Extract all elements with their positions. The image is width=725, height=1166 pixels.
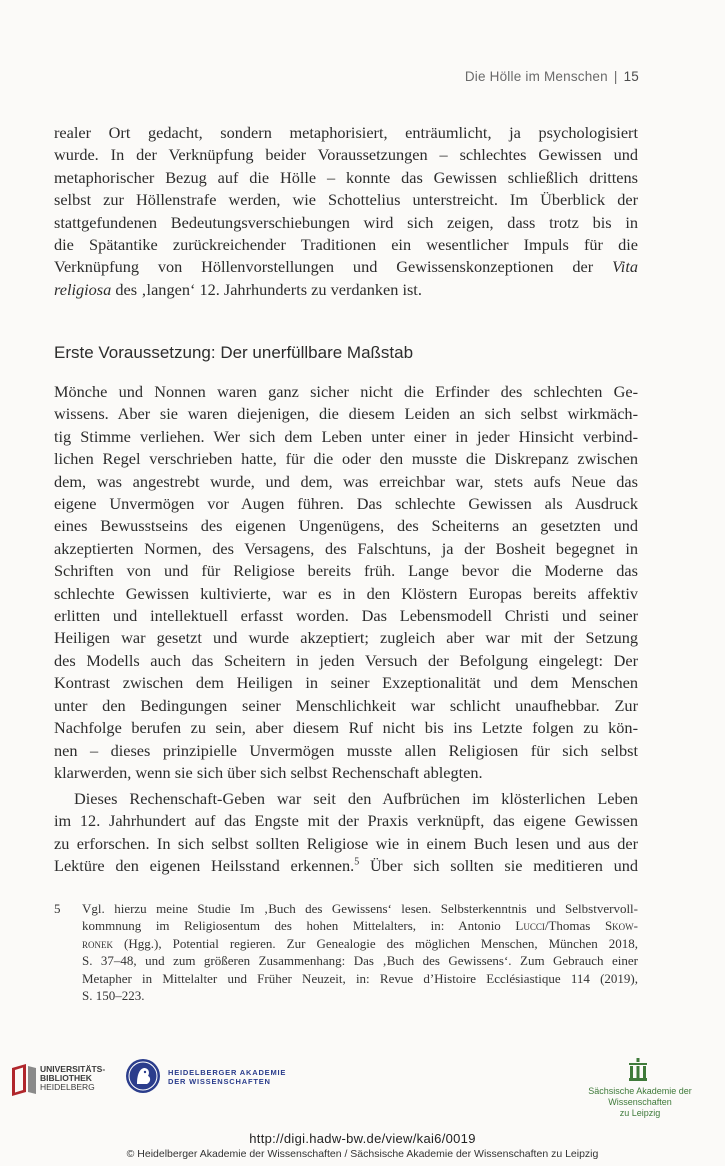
text-line: dem, was angestrebt wurde, und dem, was erreichbar war, stets aufs Neue das bbox=[54, 471, 638, 491]
saxon-academy-line: zu Leipzig bbox=[619, 1108, 661, 1118]
text-line: tig Stimme verliehen. Wer sich dem Leben unter einer in jeder Hinsicht verbind- bbox=[54, 426, 638, 446]
text-line: schlechte Gewissen kultivierte, war es in den Klöstern Europas bereits affektiv bbox=[54, 583, 638, 603]
heidelberg-academy-seal-icon[interactable] bbox=[125, 1058, 161, 1094]
footnote-reference[interactable]: 5 bbox=[354, 856, 360, 868]
text-fragment: des ‚langen‘ 12. Jahrhunderts zu verdanken ist. bbox=[111, 279, 422, 299]
text-line-with-italic bbox=[54, 256, 638, 278]
university-library-logo-icon[interactable] bbox=[8, 1062, 40, 1096]
permalink-url[interactable]: http://digi.hadw-bw.de/view/kai6/0019 bbox=[249, 1131, 476, 1146]
academy-name-line: DER WISSENSCHAFTEN bbox=[168, 1077, 271, 1086]
text-line: wissens. Aber sie waren diejenigen, die diesem Leiden an sich selbst wirkmäch- bbox=[54, 404, 638, 424]
text-fragment: Über sich sollten sie meditieren und bbox=[359, 856, 639, 876]
text-line: eines Bewusstseins des eigenen Ungenügens, des Scheiterns an gesetzten und bbox=[54, 516, 638, 536]
section-heading: Erste Voraussetzung: Der unerfüllbare Maßstab bbox=[54, 343, 414, 362]
text-line: erlitten und intellektuell erfasst worden. Das Lebensmodell Christi und seiner bbox=[54, 606, 638, 626]
running-head bbox=[465, 69, 639, 84]
author-name: Skow- bbox=[604, 918, 639, 934]
text-line: des Modells auch das Scheitern in jeden Versuch der Befolgung eingelegt: Der bbox=[54, 650, 638, 670]
italic-term: religiosa bbox=[54, 279, 112, 299]
text-line: akzeptierten Normen, des Versagens, des Falschtuns, ja der Bosheit begegnet in bbox=[54, 538, 638, 558]
text-fragment: Verknüpfung von Höllenvorstellungen und Gewissenskonzeptionen der bbox=[54, 257, 594, 277]
text-line: unter den Bedingungen seiner Menschlichkeit war schlicht unaufhebbar. Zur bbox=[54, 695, 638, 715]
footnote-line: Vgl. hierzu meine Studie Im ‚Buch des Gewissens‘ lesen. Selbsterkenntnis und Selbstvervoll- bbox=[82, 901, 638, 916]
text-line-with-footnote-ref bbox=[54, 855, 638, 877]
text-line: selbst zur Höllenstrafe werden, wie Schottelius unterstreicht. Im Überblick der bbox=[54, 190, 638, 210]
running-head-separator: | bbox=[613, 69, 618, 84]
page-number: 15 bbox=[623, 69, 639, 84]
text-line: Dieses Rechenschaft-Geben war seit den Aufbrüchen im klösterlichen Leben bbox=[74, 789, 638, 808]
text-line: Nachfolge berufen zu sein, aber diesem Ruf nicht bis ins Letzte folgen zu kön- bbox=[54, 718, 638, 738]
italic-term: Vita bbox=[612, 257, 638, 277]
running-title: Die Hölle im Menschen bbox=[464, 69, 608, 84]
saxon-academy-logo-icon[interactable] bbox=[628, 1058, 648, 1082]
library-name-line: HEIDELBERG bbox=[40, 1082, 95, 1092]
text-line: stattgefundenen Bedeutungsverschiebungen wird sich zeigen, dass trotz bis in bbox=[54, 212, 638, 232]
footnote-number: 5 bbox=[54, 901, 61, 916]
library-name-line: UNIVERSITÄTS- bbox=[40, 1064, 106, 1074]
text-fragment: Lektüre den eigenen Heilsstand erkennen. bbox=[54, 856, 355, 876]
author-name: Lucci bbox=[515, 918, 545, 934]
copyright-notice: © Heidelberger Akademie der Wissenschaften / Sächsische Akademie der Wissenschaften zu Leipzig bbox=[126, 1148, 599, 1160]
text-line: klarwerden, wenn sie sich über sich selbst Rechenschaft ablegten. bbox=[54, 762, 483, 782]
text-fragment: kommnung im Religiosentum des hohen Mittelalters, in: Antonio bbox=[82, 918, 516, 934]
text-line: Mönche und Nonnen waren ganz sicher nicht die Erfinder des schlechten Ge- bbox=[54, 382, 638, 401]
text-line: die Spätantike zurückreichender Traditionen ein wesentlicher Impuls für die bbox=[54, 235, 638, 255]
saxon-academy-line: Sächsische Akademie der Wissenschaften bbox=[588, 1086, 692, 1107]
academy-name-line: HEIDELBERGER AKADEMIE bbox=[168, 1068, 287, 1077]
text-line: eigene Unvermögen vor Augen führen. Das schlechte Gewissen als Ausdruck bbox=[54, 494, 638, 514]
library-name-line: BIBLIOTHEK bbox=[40, 1073, 92, 1083]
paragraph-1 bbox=[54, 122, 638, 301]
text-line: im 12. Jahrhundert auf das Engste mit der Praxis verknüpft, das eigene Gewissen bbox=[54, 811, 638, 831]
text-line-with-italic bbox=[54, 279, 638, 301]
text-line: Heiligen war gesetzt und wurde akzeptiert; zugleich aber war mit der Setzung bbox=[54, 628, 638, 648]
footnote-line: S. 37–48, und zum größeren Zusammenhang: Das ‚Buch des Gewissens‘. Zum Gebrauch einer bbox=[82, 953, 638, 969]
text-line: zu erforschen. In sich selbst sollten Religiose wie in einem Buch lesen und aus der bbox=[54, 833, 638, 853]
saxon-academy-name bbox=[560, 1086, 720, 1119]
text-line: wurde. In der Verknüpfung beider Voraussetzungen – schlechtes Gewissen und bbox=[54, 145, 638, 165]
paragraph-2 bbox=[54, 381, 638, 784]
text-fragment: /Thomas bbox=[544, 918, 605, 934]
paragraph-3 bbox=[54, 788, 638, 878]
footnote-line bbox=[82, 935, 638, 952]
text-line: Kontrast zwischen dem Heiligen in seiner Exzeptionalität und dem Menschen bbox=[54, 673, 638, 693]
footnote-text bbox=[82, 900, 638, 1004]
footnote-line: S. 150–223. bbox=[82, 988, 145, 1004]
author-name: ronek bbox=[82, 935, 113, 951]
footnote-line: Metapher in Mittelalter und Früher Neuzeit, in: Revue d’Histoire Ecclésiastique 114 (2019), bbox=[82, 970, 638, 986]
digitization-footer bbox=[0, 1050, 725, 1166]
footnote bbox=[54, 900, 638, 1004]
text-line: lichen Regel verschrieben hatte, für die oder den musste die Diskrepanz zwischen bbox=[54, 449, 638, 469]
text-fragment: (Hgg.), Potential regieren. Zur Genealogie des möglichen Menschen, München 2018, bbox=[113, 935, 638, 951]
footnote-line bbox=[82, 917, 638, 934]
heidelberg-academy-name bbox=[168, 1068, 286, 1086]
university-library-name bbox=[40, 1065, 105, 1092]
text-line: Schriften von und für Religiose bereits früh. Lange bevor die Moderne das bbox=[54, 561, 638, 581]
text-line: realer Ort gedacht, sondern metaphorisiert, enträumlicht, ja psychologisiert bbox=[54, 123, 638, 142]
text-line: metaphorischer Bezug auf die Hölle – konnte das Gewissen schließlich drittens bbox=[54, 167, 638, 187]
text-line: nen – dieses prinzipielle Unvermögen musste allen Religiosen für sich selbst bbox=[54, 740, 638, 760]
